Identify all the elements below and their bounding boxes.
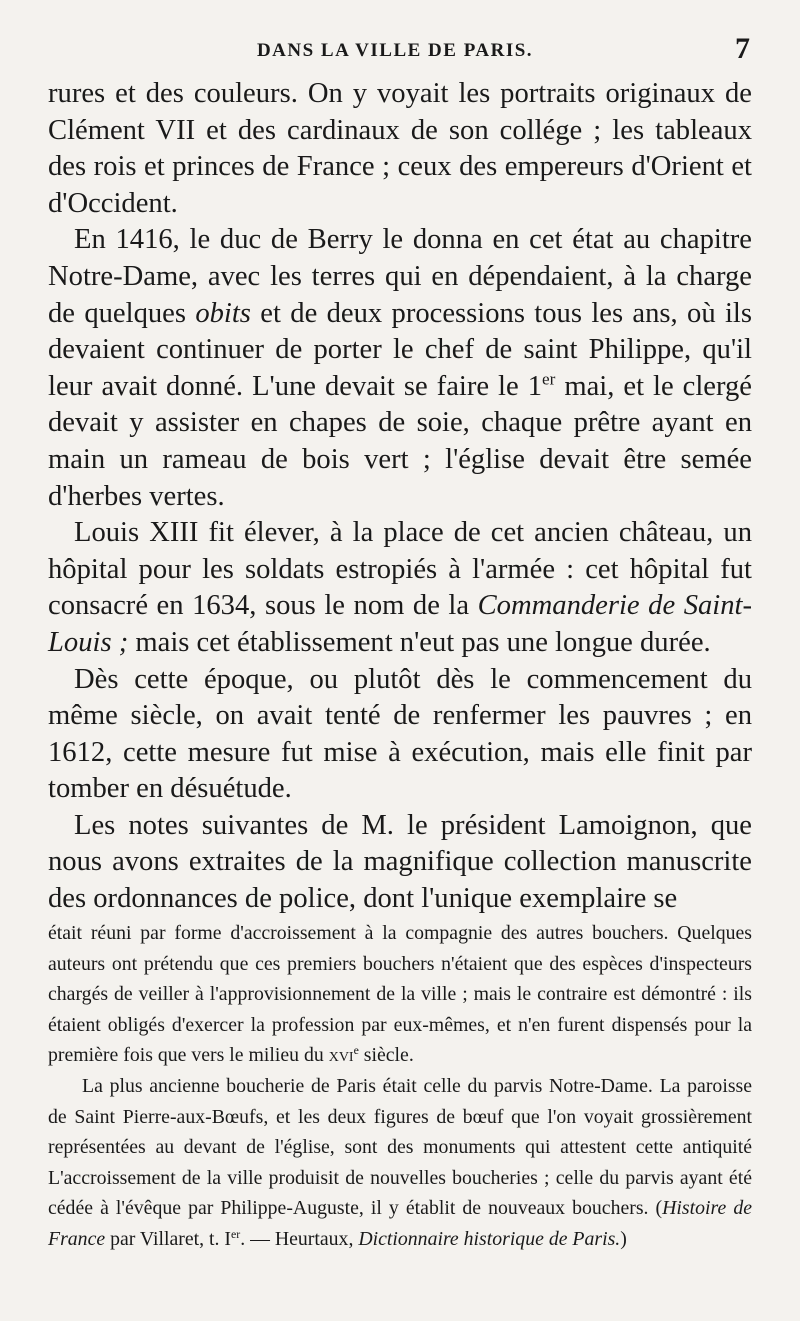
paragraph: En 1416, le duc de Berry le donna en cet état au chapitre Notre-Dame, avec les terres qui en dépendaient, à la charge de quelques obits et de deux processions tous les ans, où ils devaient continuer de porter le chef de saint Philippe, qu'il leur avait donné. L'une devait se faire le 1er mai, et le clergé devait y assister en chapes de soie, chaque prêtre ayant en main un rameau de bois vert ; l'église devait être semée d'herbes vertes. [48, 224, 752, 512]
paragraph: Dès cette époque, ou plutôt dès le commencement du même siècle, on avait tenté de renfermer les pauvres ; en 1612, cette mesure fut mise à exécution, mais elle finit par tomber en désuétude. [48, 663, 752, 805]
superscript: e [353, 1043, 359, 1058]
footnotes [48, 918, 752, 1255]
page-header [48, 32, 750, 74]
page-number: 7 [735, 32, 750, 65]
paragraph: Les notes suivantes de M. le président Lamoignon, que nous avons extraites de la magnifique collection manuscrite des ordonnances de police, dont l'unique exemplaire se [48, 809, 752, 915]
main-text [48, 76, 752, 918]
running-title: DANS LA VILLE DE PARIS. [256, 40, 534, 61]
superscript: er [542, 369, 556, 389]
italic-term: Commanderie de Saint-Louis ; [48, 590, 752, 658]
superscript: er [231, 1226, 241, 1241]
paragraph: rures et des couleurs. On y voyait les portraits originaux de Clément VII et des cardinaux de son collége ; les tableaux des rois et princes de France ; ceux des empereurs d'Orient et d'Occident. [48, 78, 752, 219]
footnote: La plus ancienne boucherie de Paris était celle du parvis Notre-Dame. La paroisse de Saint Pierre-aux-Bœufs, et les deux figures de bœuf que l'on voyait grossièrement représentées au devant de l'église, sont des monuments qui attestent cette antiquité L'accroissement de la ville produisit de nouvelles boucheries ; celle du parvis ayant été cédée à l'évêque par Philippe-Auguste, il y établit de nouveaux bouchers. (Histoire de France par Villaret, t. Ier. — Heurtaux, Dictionnaire historique de Paris.) [48, 1074, 752, 1250]
italic-title: Histoire de France [48, 1197, 752, 1250]
roman-numeral: xvi [328, 1044, 354, 1067]
footnote: était réuni par forme d'accroissement à la compagnie des autres bouchers. Quelques auteurs ont prétendu que ces premiers bouchers n'étaient que des espèces d'inspecteurs chargés de veiller à l'approvisionnement de la ville ; mais le contraire est démontré : ils étaient obligés d'exercer la profession par eux-mêmes, et n'en furent dispensés pour la première fois que vers le milieu du xvi$^e$ siècle. [48, 922, 752, 1067]
italic-title: Dictionnaire historique de Paris. [358, 1227, 621, 1250]
italic-term: obits [195, 297, 251, 329]
paragraph: Louis XIII fit élever, à la place de cet ancien château, un hôpital pour les soldats estropiés à l'armée : cet hôpital fut consacré en 1634, sous le nom de la Commanderie de Saint-Louis ; mais cet établissement n'eut pas une longue durée. [48, 517, 752, 658]
